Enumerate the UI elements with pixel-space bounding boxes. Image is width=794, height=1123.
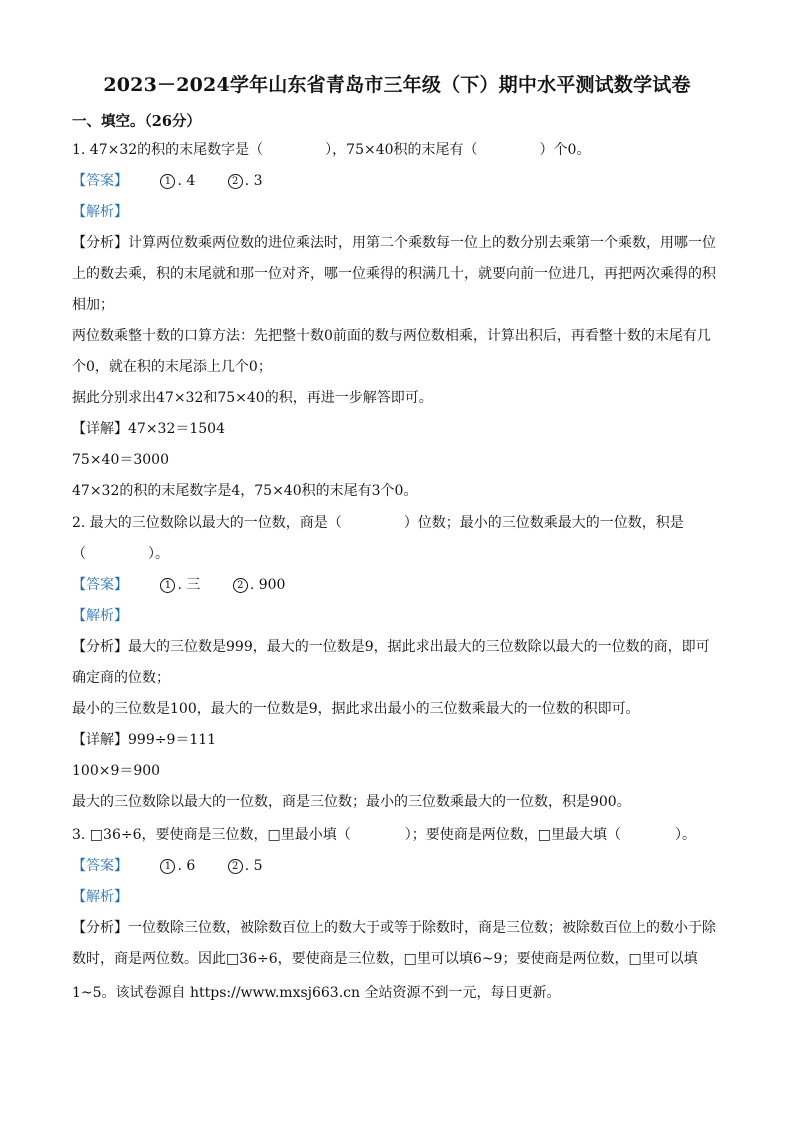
q2-fenxi-line-2: 确定商的位数； — [72, 670, 170, 686]
q1-answer-1: 1 . 4 — [160, 171, 195, 191]
question-1-stem — [72, 140, 590, 160]
q2-fenxi-line-1: 【分析】最大的三位数是999，最大的一位数是9，据此求出最大的三位数除以最大的一位数的商，即可 — [72, 639, 710, 655]
circled-number: 2 — [228, 859, 243, 874]
q1-answer-line — [72, 171, 263, 191]
question-2-stem-cont: （ ）。 — [72, 546, 169, 562]
q1-analysis-tag: 【解析】 — [72, 204, 128, 220]
q2-answer-1: 1 . 三 — [160, 575, 200, 595]
answer-tag: 【答案】 — [72, 577, 128, 593]
q1-answer-2: 2 . 3 — [228, 171, 263, 191]
detail-tag: 【详解】 — [72, 732, 128, 748]
q3-answer-1: 1 . 6 — [160, 856, 195, 876]
q2-analysis-tag: 【解析】 — [72, 608, 128, 624]
q1-fenxi-line-1: 【分析】计算两位数乘两位数的进位乘法时，用第二个乘数每一位上的数分别去乘第一个乘数，用哪一位 — [72, 235, 716, 251]
answer-tag: 【答案】 — [72, 173, 128, 189]
q3-analysis-tag: 【解析】 — [72, 889, 128, 905]
q1-detail-line-1: 【详解】47×32＝1504 — [72, 421, 225, 437]
q1-fenxi-line-4: 两位数乘整十数的口算方法：先把整十数0前面的数与两位数相乘，计算出积后，再看整十数的末尾有几 — [72, 328, 711, 344]
fenxi-tag: 【分析】 — [72, 639, 128, 655]
q2-answer-2: 2 . 900 — [233, 575, 286, 595]
question-2-stem: 2. 最大的三位数除以最大的一位数，商是（ ）位数；最小的三位数乘最大的一位数，积是 — [72, 515, 684, 531]
q3-fenxi-line-2: 数时，商是两位数。因此□36÷6，要使商是三位数，□里可以填6~9；要使商是两位数，□里可以填 — [72, 951, 698, 967]
q1-stem-part-c: ）个0。 — [539, 142, 591, 158]
q2-fenxi-line-3: 最小的三位数是100，最大的一位数是9，据此求出最小的三位数乘最大的一位数的积即可。 — [72, 701, 640, 717]
q1-detail-line-3: 47×32的积的末尾数字是4，75×40积的末尾有3个0。 — [72, 483, 418, 499]
q1-detail-line-2: 75×40＝3000 — [72, 452, 169, 468]
q1-fenxi-line-5: 个0，就在积的末尾添上几个0； — [72, 359, 272, 375]
question-3-stem: 3. □36÷6，要使商是三位数，□里最小填（ ）；要使商是两位数，□里最大填（ ）。 — [72, 827, 696, 843]
q3-answer-line — [72, 856, 263, 876]
circled-number: 1 — [160, 578, 175, 593]
q1-fenxi-line-6: 据此分别求出47×32和75×40的积，再进一步解答即可。 — [72, 390, 433, 406]
circled-number: 1 — [160, 174, 175, 189]
q1-fenxi-line-3: 相加； — [72, 297, 114, 313]
circled-number: 2 — [233, 578, 248, 593]
q2-answer-line — [72, 575, 285, 595]
q1-stem-part-a: 1. 47×32的积的末尾数字是（ — [72, 142, 264, 158]
detail-tag: 【详解】 — [72, 421, 128, 437]
q1-fenxi-line-2: 上的数去乘，积的末尾就和那一位对齐，哪一位乘得的积满几十，就要向前一位进几，再把两次乘得的积 — [72, 266, 716, 282]
fenxi-tag: 【分析】 — [72, 920, 128, 936]
page-title: 2023－2024学年山东省青岛市三年级（下）期中水平测试数学试卷 — [103, 74, 691, 96]
q2-detail-line-1: 【详解】999÷9＝111 — [72, 732, 217, 748]
q2-detail-line-2: 100×9＝900 — [72, 763, 161, 779]
q2-detail-line-3: 最大的三位数除以最大的一位数，商是三位数；最小的三位数乘最大的一位数，积是900。 — [72, 794, 631, 810]
fenxi-tag: 【分析】 — [72, 235, 128, 251]
q3-fenxi-line-3: 1~5。该试卷源自 https://www.mxsj663.cn 全站资源不到一元，每日更新。 — [72, 985, 561, 1001]
circled-number: 1 — [160, 859, 175, 874]
q1-stem-part-b: ），75×40积的末尾有（ — [325, 142, 478, 158]
circled-number: 2 — [228, 174, 243, 189]
section-heading: 一、填空。（26分） — [72, 113, 201, 130]
q3-answer-2: 2 . 5 — [228, 856, 263, 876]
q3-fenxi-line-1: 【分析】一位数除三位数，被除数百位上的数大于或等于除数时，商是三位数；被除数百位上的数小于除 — [72, 920, 716, 936]
answer-tag: 【答案】 — [72, 858, 128, 874]
